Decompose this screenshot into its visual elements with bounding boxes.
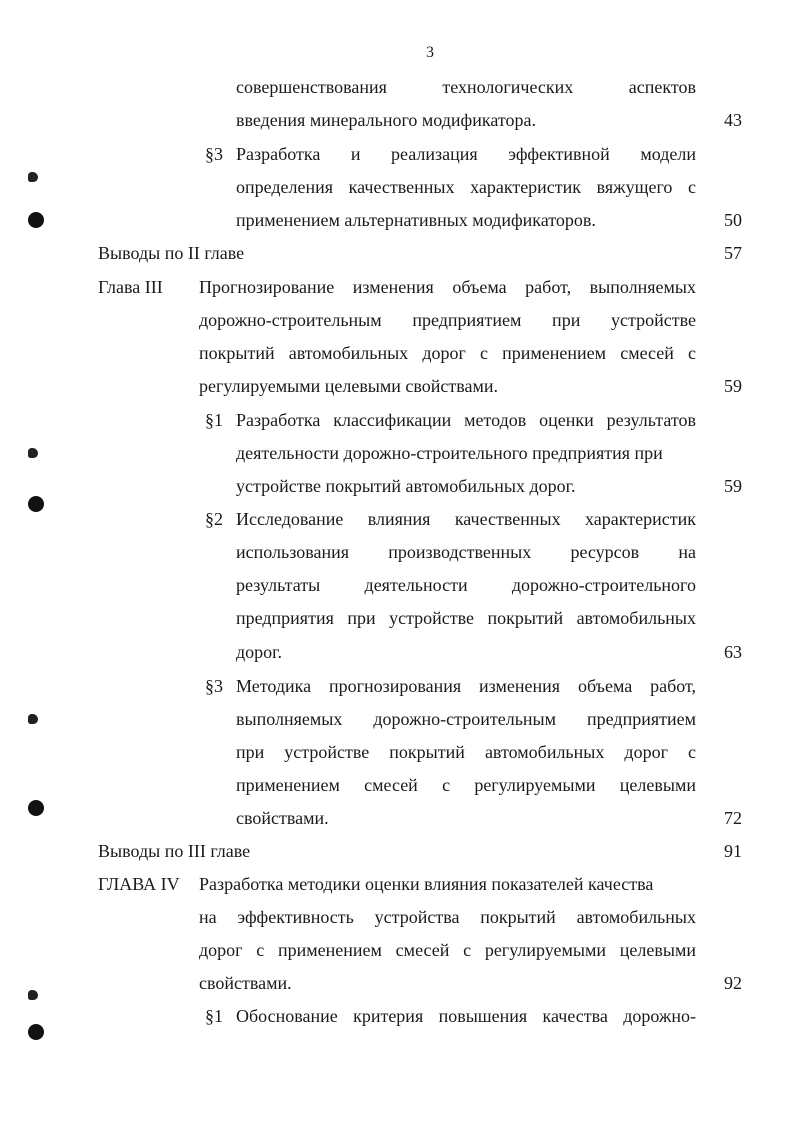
toc-line: Выводы по II главе xyxy=(98,243,245,263)
chapter-label: ГЛАВА IV xyxy=(98,874,180,894)
toc-page: 59 xyxy=(724,376,742,396)
toc-line: дорожно-строительным предприятием при устройстве xyxy=(199,310,696,330)
toc-page: 72 xyxy=(724,808,742,828)
section-number: §1 xyxy=(205,410,223,430)
toc-line: выполняемых дорожно-строительным предприятием xyxy=(236,709,696,729)
toc-page: 59 xyxy=(724,476,742,496)
toc-line: устройстве покрытий автомобильных дорог. xyxy=(236,476,576,496)
section-number: §3 xyxy=(205,144,223,164)
section-number: §3 xyxy=(205,676,223,696)
toc-line: покрытий автомобильных дорог с применением смесей с xyxy=(199,343,696,363)
toc-line: дорог с применением смесей с регулируемыми целевыми xyxy=(199,940,696,960)
toc-line: регулируемыми целевыми свойствами. xyxy=(199,376,499,396)
toc-line: использования производственных ресурсов на xyxy=(236,542,696,562)
toc-line: Разработка методики оценки влияния показателей качества xyxy=(199,874,654,894)
toc-line: предприятия при устройстве покрытий автомобильных xyxy=(236,608,696,628)
section-number: §1 xyxy=(205,1006,223,1026)
chapter-label: Глава III xyxy=(98,277,163,297)
toc-page: 63 xyxy=(724,642,742,662)
toc-line: Разработка классификации методов оценки результатов xyxy=(236,410,696,430)
section-number: §2 xyxy=(205,509,223,529)
toc-line: на эффективность устройства покрытий автомобильных xyxy=(199,907,696,927)
binding-hole xyxy=(28,212,44,228)
toc-line: применением альтернативных модификаторов. xyxy=(236,210,596,230)
toc-page: 43 xyxy=(724,110,742,130)
toc-line: совершенствования технологических аспектов xyxy=(236,77,696,97)
binding-hole xyxy=(28,1024,44,1040)
toc-line: результаты деятельности дорожно-строительного xyxy=(236,575,696,595)
toc-line: свойствами. xyxy=(236,808,329,828)
toc-page: 57 xyxy=(724,243,742,263)
margin-speck xyxy=(28,990,38,1000)
toc-page: 91 xyxy=(724,841,742,861)
margin-speck xyxy=(28,714,38,724)
toc-line: деятельности дорожно-строительного предприятия при xyxy=(236,443,663,463)
toc-line: Разработка и реализация эффективной модели xyxy=(236,144,696,164)
binding-hole xyxy=(28,800,44,816)
page-number: 3 xyxy=(426,44,434,61)
margin-speck xyxy=(28,172,38,182)
toc-line: при устройстве покрытий автомобильных дорог с xyxy=(236,742,696,762)
toc-line: введения минерального модификатора. xyxy=(236,110,536,130)
toc-line: дорог. xyxy=(236,642,283,662)
toc-page: 92 xyxy=(724,973,742,993)
toc-line: применением смесей с регулируемыми целевыми xyxy=(236,775,696,795)
toc-line: Исследование влияния качественных характеристик xyxy=(236,509,696,529)
toc-line: Прогнозирование изменения объема работ, выполняемых xyxy=(199,277,696,297)
toc-line: Выводы по III главе xyxy=(98,841,251,861)
toc-line: Методика прогнозирования изменения объема работ, xyxy=(236,676,696,696)
binding-hole xyxy=(28,496,44,512)
toc-line: определения качественных характеристик вяжущего с xyxy=(236,177,696,197)
toc-page: 50 xyxy=(724,210,742,230)
toc-line: свойствами. xyxy=(199,973,292,993)
margin-speck xyxy=(28,448,38,458)
toc-line: Обоснование критерия повышения качества дорожно- xyxy=(236,1006,696,1026)
